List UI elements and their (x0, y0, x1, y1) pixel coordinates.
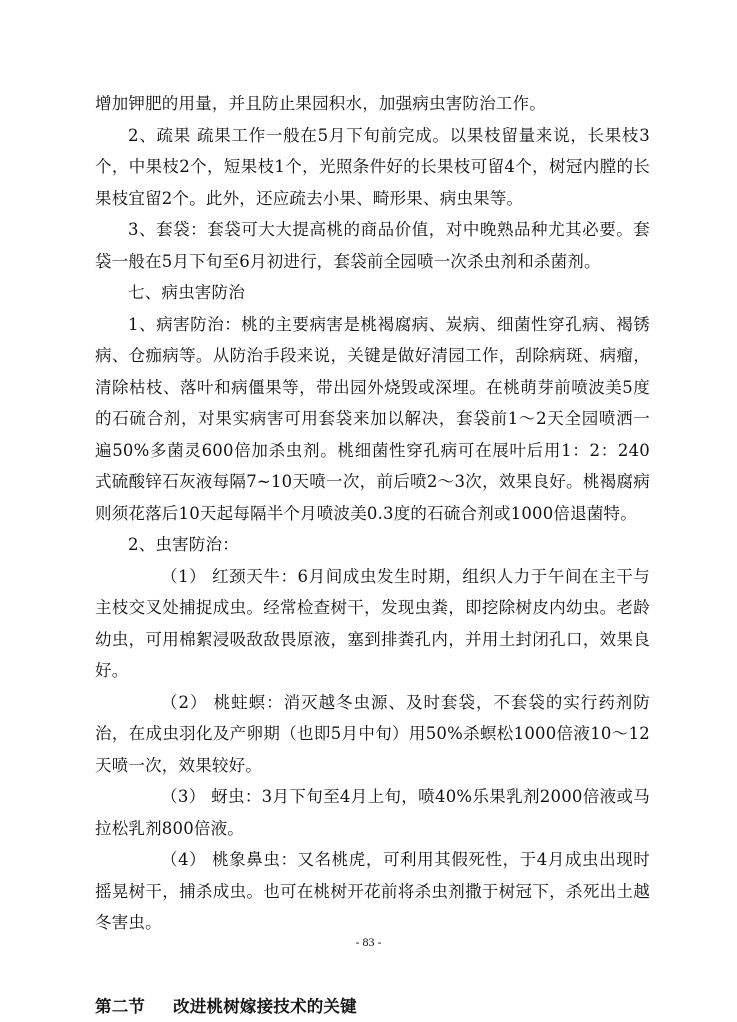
section-number: 第二节 (95, 997, 145, 1016)
paragraph-potash: 增加钾肥的用量，并且防止果园积水，加强病虫害防治工作。 (95, 88, 650, 120)
paragraph-peach-borer: （2） 桃蛀螟：消灭越冬虫源、及时套袋，不套袋的实行药剂防治，在成虫羽化及产卵期（也即5月中旬）用50%杀螟松1000倍液10～12天喷一次，效果较好。 (95, 687, 650, 782)
page-number: - 83 - (0, 935, 737, 950)
paragraph-fruit-thinning: 2、疏果 疏果工作一般在5月下旬前完成。以果枝留量来说，长果枝3个，中果枝2个，短果枝1个，光照条件好的长果枝可留4个，树冠内膛的长果枝宜留2个。此外，还应疏去小果、畸形果、病虫果等。 (95, 120, 650, 215)
heading-insect-control: 2、虫害防治： (95, 529, 650, 561)
paragraph-bagging: 3、套袋：套袋可大大提高桃的商品价值，对中晚熟品种尤其必要。套袋一般在5月下旬至6月初进行，套袋前全园喷一次杀虫剂和杀菌剂。 (95, 214, 650, 277)
section-title: 改进桃树嫁接技术的关键 (173, 997, 357, 1016)
paragraph-peach-weevil: （4） 桃象鼻虫：又名桃虎，可利用其假死性，于4月成虫出现时摇晃树干，捕杀成虫。也可在桃树开花前将杀虫剂撒于树冠下，杀死出土越冬害虫。 (95, 844, 650, 939)
heading-pest-control: 七、病虫害防治 (95, 277, 650, 309)
section-heading (95, 991, 650, 1022)
paragraph-red-neck-beetle: （1） 红颈天牛：6月间成虫发生时期，组织人力于午间在主干与主枝交叉处捕捉成虫。经常检查树干，发现虫粪，即挖除树皮内幼虫。老龄幼虫，可用棉絮浸吸敌敌畏原液，塞到排粪孔内，并用土封闭孔口，效果良好。 (95, 561, 650, 687)
paragraph-disease-control: 1、病害防治：桃的主要病害是桃褐腐病、炭病、细菌性穿孔病、褐锈病、仓痂病等。从防治手段来说，关键是做好清园工作，刮除病斑、病瘤，清除枯枝、落叶和病僵果等，带出园外烧毁或深埋。在桃萌芽前喷波美5度的石硫合剂，对果实病害可用套袋来加以解决，套袋前1～2天全园喷洒一遍50%多菌灵600倍加杀虫剂。桃细菌性穿孔病可在展叶后用1：2：240式硫酸锌石灰液每隔7~10天喷一次，前后喷2～3次，效果良好。桃褐腐病则须花落后10天起每隔半个月喷波美0.3度的石硫合剂或1000倍退菌特。 (95, 309, 650, 530)
paragraph-aphid: （3） 蚜虫：3月下旬至4月上旬，喷40%乐果乳剂2000倍液或马拉松乳剂800倍液。 (95, 781, 650, 844)
document-body (95, 88, 650, 1022)
